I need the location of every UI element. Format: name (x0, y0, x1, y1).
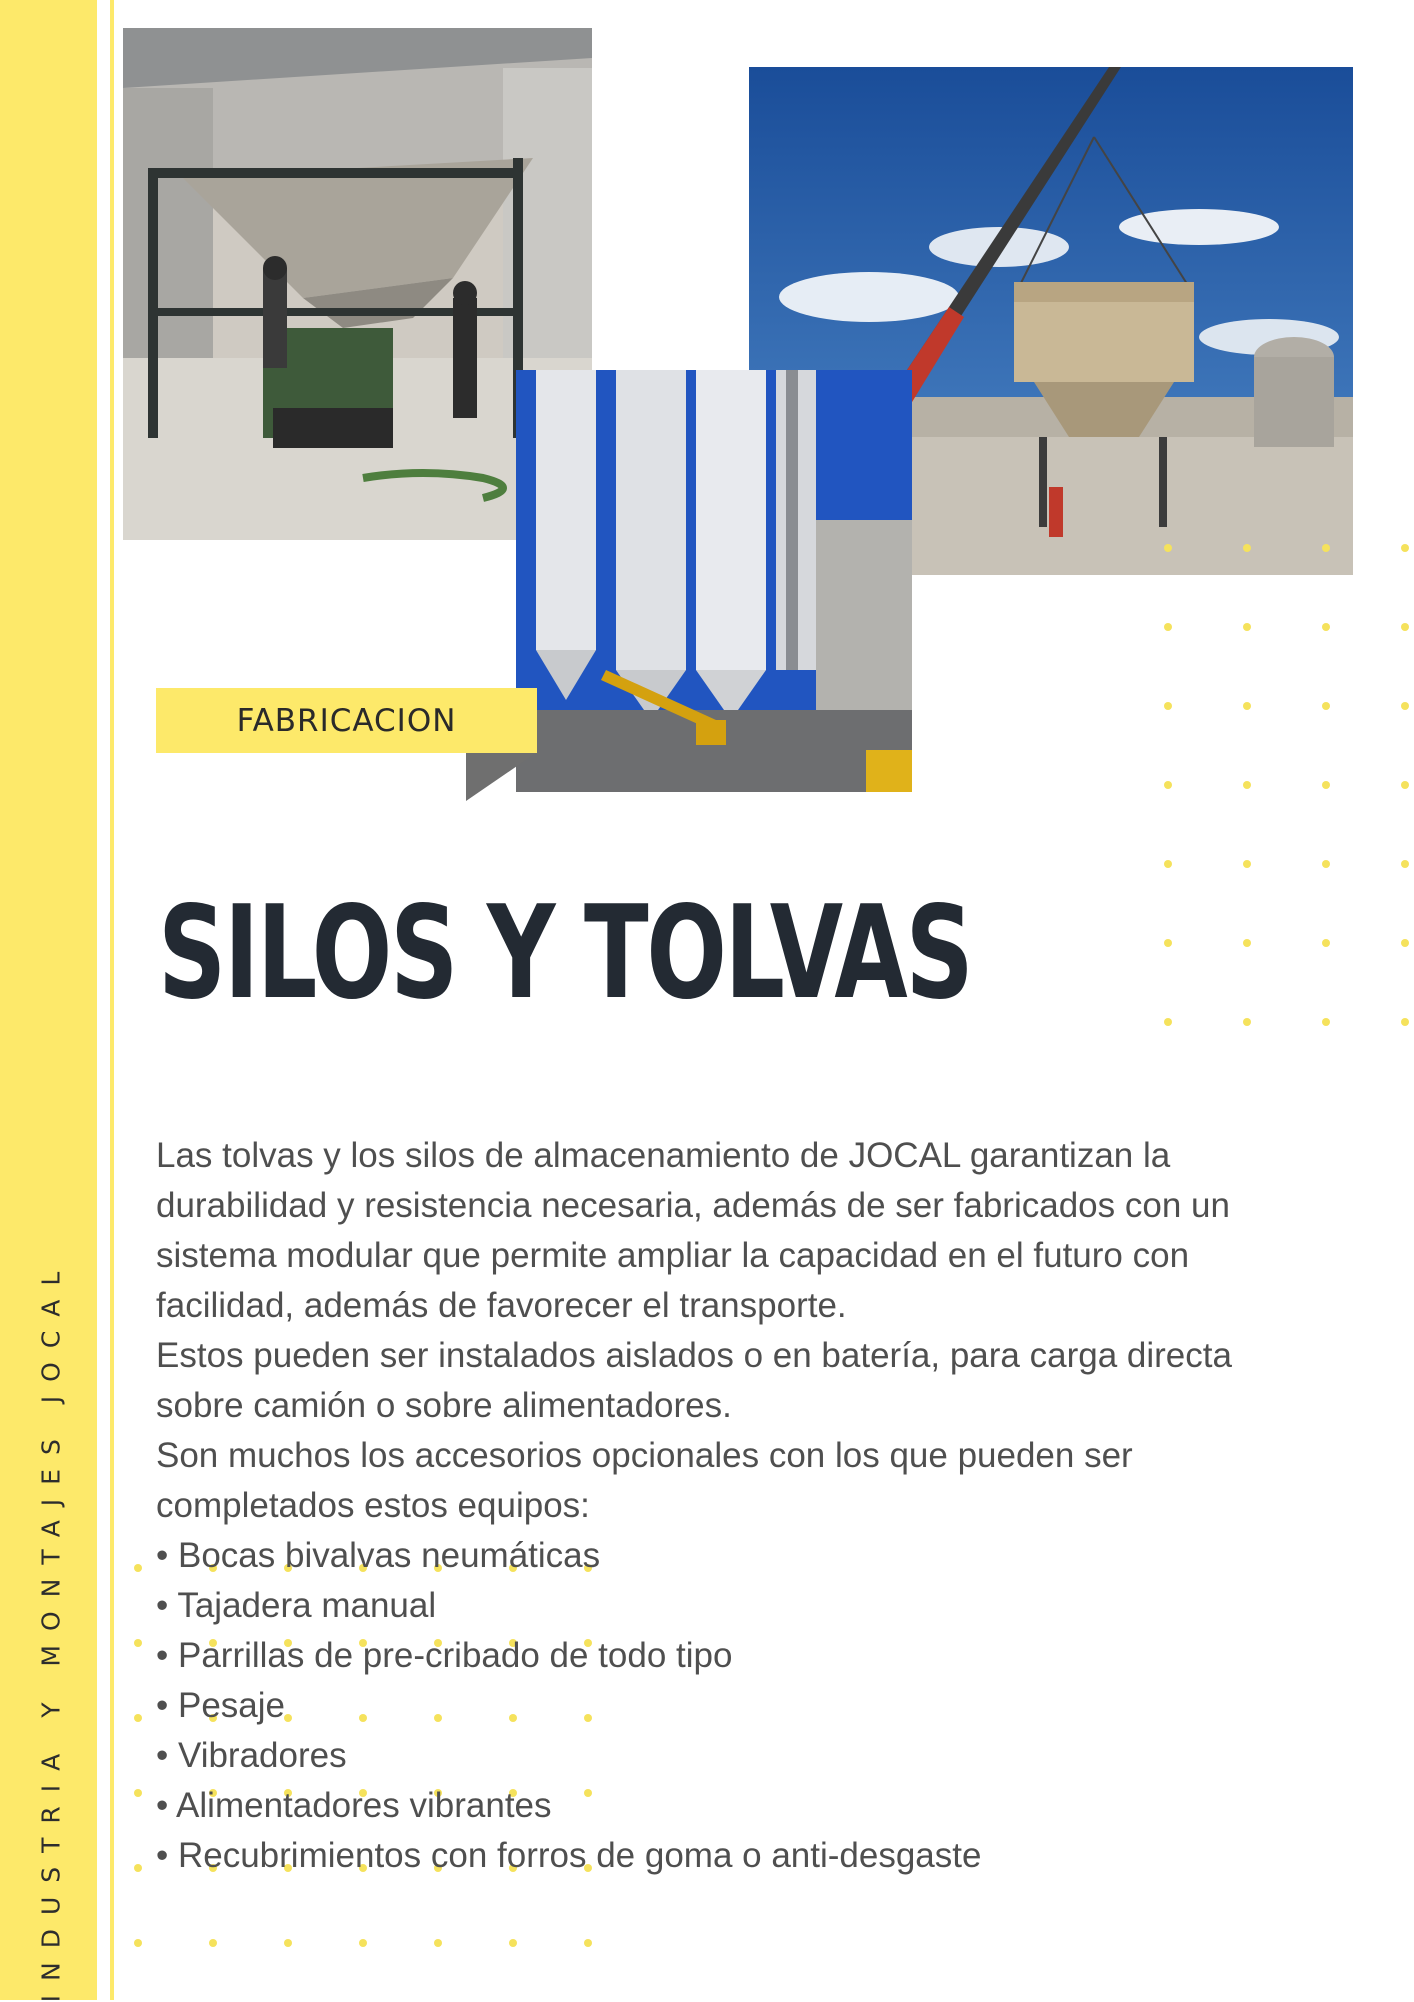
category-label-tail (466, 753, 536, 801)
body-text (156, 1131, 1286, 1881)
list-item: • Alimentadores vibrantes (156, 1786, 552, 1825)
list-item: • Tajadera manual (156, 1586, 437, 1625)
list-item: • Parrillas de pre-cribado de todo tipo (156, 1636, 733, 1675)
paragraph: Las tolvas y los silos de almacenamiento de JOCAL garantizan la durabilidad y resistencia necesaria, además de ser fabricados con un sistema modular que permite ampliar la capacidad en el futuro con facilidad, además de favorecer el transporte. (156, 1136, 1230, 1325)
page-title: SILOS Y TOLVAS (158, 879, 972, 1028)
vertical-brand-text: INDUSTRIA Y MONTAJES JOCAL (36, 1257, 66, 2002)
list-item: • Pesaje (156, 1686, 285, 1725)
list-item: • Vibradores (156, 1736, 347, 1775)
paragraph: Son muchos los accesorios opcionales con los que pueden ser completados estos equipos: (156, 1436, 1133, 1525)
list-item: • Recubrimientos con forros de goma o anti-desgaste (156, 1836, 982, 1875)
white-silos-photo (516, 370, 912, 792)
accessories-list (156, 1531, 1286, 1881)
list-item: • Bocas bivalvas neumáticas (156, 1536, 601, 1575)
dot-grid-decoration (1150, 540, 1414, 1040)
sidebar-line (110, 0, 114, 2000)
category-label: FABRICACION (156, 688, 537, 753)
paragraph: Estos pueden ser instalados aislados o en batería, para carga directa sobre camión o sobre alimentadores. (156, 1336, 1232, 1425)
